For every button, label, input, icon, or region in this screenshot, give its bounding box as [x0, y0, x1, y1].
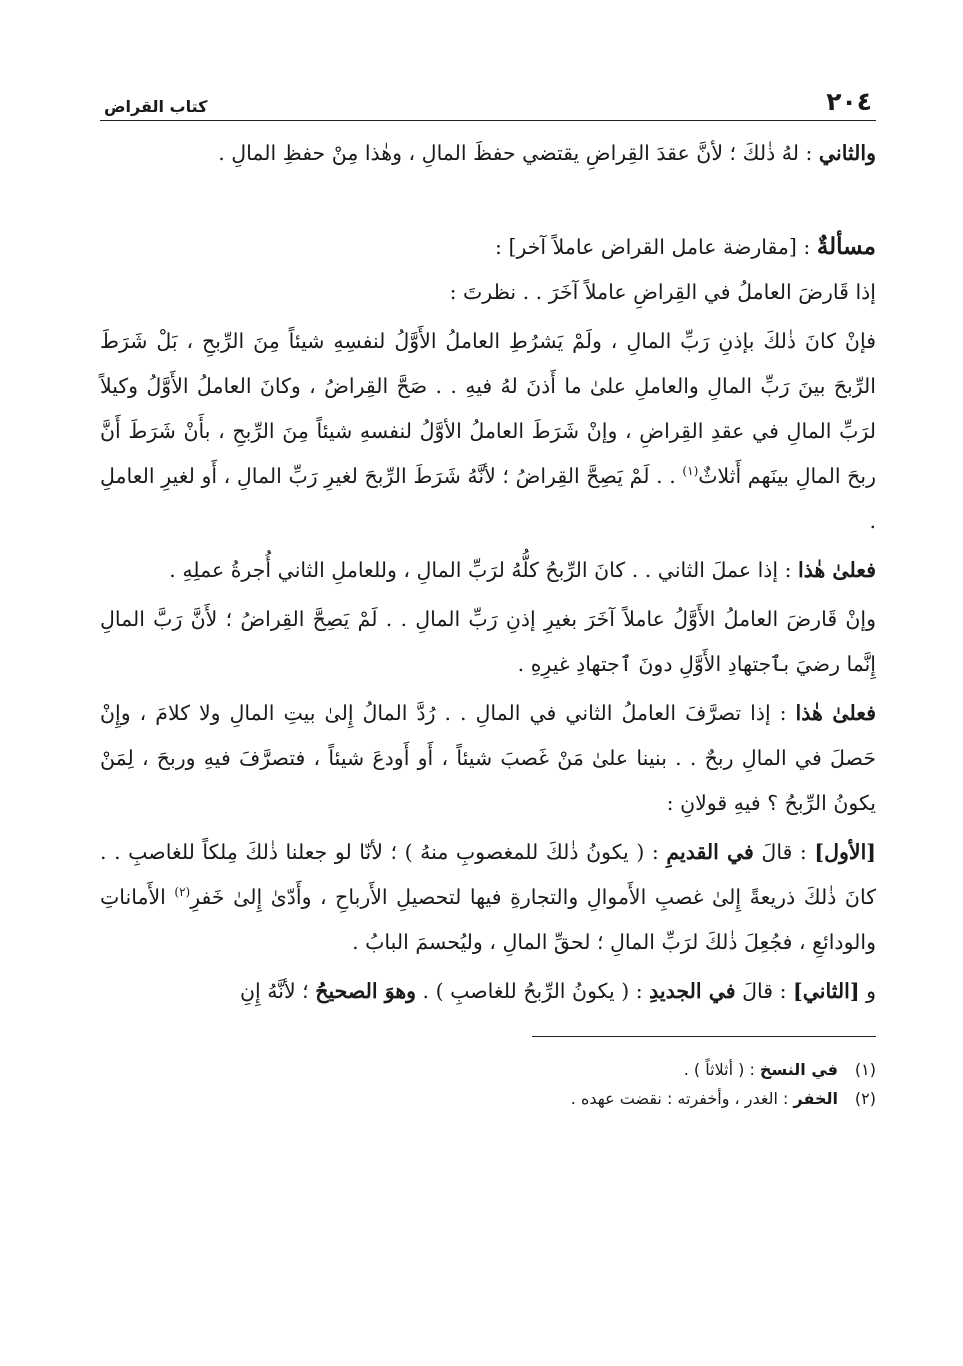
paragraph-text: : ( يكونُ الرِّبحُ للغاصبِ ) .: [416, 979, 650, 1003]
paragraph-text: فإنْ كانَ ذٰلكَ بإذنِ رَبِّ المالِ ، ولَمْ يَشرُطِ العاملُ الأَوَّلُ لنفسِهِ شيئاً مِنَ الرِّبحِ ، بَلْ شَرَطَ الرِّبحَ بينَ رَبِّ المالِ والعاملِ علىٰ ما أَذنَ لهُ فيهِ . . صَحَّ القِراضُ ، وكانَ العاملُ الأَوَّلُ وكيلاً لرَبِّ المالِ في عقدِ القِراضِ ، وإنْ شَرَطَ العاملُ الأوَّلُ لنفسهِ شيئاً مِنَ الرِّبحِ ، بأَنْ شَرَطَ أَنَّ ربحَ المالِ بينَهم أَثلاثٌ: [100, 329, 876, 488]
paragraph-text: وإنْ قَارضَ العاملُ الأَوَّلُ عاملاً آخَرَ بغيرِ إذنِ رَبِّ المالِ . . لَمْ يَصِحَّ القِراضُ ؛ لأَنَّ رَبَّ المالِ إِنَّما رضيَ بٱجتهادِ الأَوَّلِ دونَ ٱجتهادِ غيرِهِ .: [100, 607, 876, 676]
footnote-ref-1[interactable]: (١): [682, 464, 699, 479]
paragraph-text: الأَماناتِ والودائعِ ، فجُعِلَ ذٰلكَ لرَبِّ المالِ ؛ لحقِّ المالِ ، وليُحسمَ البابُ .: [100, 885, 876, 954]
issue-title: : [مقارضة عامل القراض عاملاً آخر] :: [495, 235, 817, 259]
footnote-number: (٢): [854, 1089, 876, 1108]
footnote-body: [571, 1084, 838, 1113]
paragraph-text: : قالَ: [753, 840, 815, 864]
footnote-2: [100, 1084, 876, 1113]
footnote-label: الخفر: [793, 1089, 838, 1108]
footnote-text: : ( أثلاثاً ) .: [683, 1060, 760, 1079]
running-header: [100, 78, 876, 121]
paragraph-label: والثاني: [818, 141, 876, 165]
footnote-body: [684, 1055, 838, 1084]
paragraph-consequence-1: [100, 548, 876, 593]
footnote-1: [100, 1055, 876, 1084]
issue-heading: [100, 224, 876, 270]
paragraph-label: [الأول]: [814, 840, 876, 864]
paragraph-label: في القديمِ: [666, 840, 754, 864]
paragraph-text: . . لَمْ يَصِحَّ القِراضُ ؛ لأنَّهُ شَرَطَ الرِّبحَ لغيرِ رَبِّ المالِ ، أَو لغيرِ العاملِ .: [100, 464, 876, 533]
paragraph-text: : لهُ ذٰلكَ ؛ لأنَّ عقدَ القِراضِ يقتضي حفظَ المالِ ، وهٰذا مِنْ حفظِ المالِ .: [218, 141, 819, 165]
paragraph-text: و: [859, 979, 876, 1003]
footnote-label: في النسخ: [759, 1060, 838, 1079]
footnote-divider: [532, 1036, 876, 1037]
paragraph-text: ؛ لأنَّهُ إِنِ: [240, 979, 316, 1003]
paragraph-label: فعلىٰ هٰذا: [795, 701, 876, 725]
paragraph-text: : إذا عملَ الثاني . . كانَ الرِّبحُ كلُّهُ لرَبِّ المالِ ، وللعاملِ الثاني أُجرةُ عملِهِ .: [169, 558, 799, 582]
paragraph-text: : ( يكونُ ذٰلكَ للمغصوبِ منهُ ) ؛ لأنّا لو جعلنا ذٰلكَ مِلكاً للغاصبِ . . كانَ ذٰلكَ ذريعةً إِلىٰ غصبِ الأَموالِ والتجارةِ فيها لتحصيلِ الأَرباحِ ، وأَدّىٰ إِلىٰ خَفرِ: [100, 840, 876, 909]
paragraph-label: [الثاني]: [793, 979, 860, 1003]
paragraph-consequence-2: [100, 691, 876, 826]
paragraph-text: : إذا تصرَّفَ العاملُ الثاني في المالِ . . رُدَّ المالُ إِلىٰ بيتِ المالِ ولا كلامَ ، وإِنْ حَصلَ في المالِ ربحٌ . . بنينا علىٰ مَنْ غَصبَ شيئاً ، أَو أَودعَ شيئاً ، فتصرَّفَ فيهِ وربحَ ، لِمَنْ يكونُ الرِّبحُ ؟ فيهِ قولانِ :: [100, 701, 876, 815]
paragraph-without-permission: [100, 597, 876, 687]
book-title: كتاب القراض: [104, 97, 208, 116]
paragraph-with-permission: [100, 319, 876, 544]
paragraph-text: إذا قَارضَ العاملُ في القِراضِ عاملاً آخَرَ . . نظرتَ :: [449, 280, 876, 304]
footnote-text: : الغدر ، وأخفرته : نقضت عهده .: [570, 1089, 794, 1108]
paragraph-label: في الجديدِ: [649, 979, 736, 1003]
paragraph-label: وهوَ الصحيحُ: [315, 979, 417, 1003]
issue-label: مسألةٌ: [816, 233, 876, 260]
main-text: [100, 131, 876, 1014]
footnote-number: (١): [854, 1060, 876, 1079]
paragraph-label: فعلىٰ هٰذا: [798, 558, 876, 582]
paragraph-intro: [100, 270, 876, 315]
paragraph-text: : قالَ: [735, 979, 793, 1003]
paragraph-first-opinion: [100, 830, 876, 965]
footnote-ref-2[interactable]: (٢): [174, 885, 191, 900]
paragraph-second-position: [100, 969, 876, 1014]
page-number: ٢٠٤: [826, 87, 872, 116]
book-page: [100, 78, 876, 1113]
paragraph-second-opinion: [100, 131, 876, 176]
footnotes: [100, 1055, 876, 1113]
